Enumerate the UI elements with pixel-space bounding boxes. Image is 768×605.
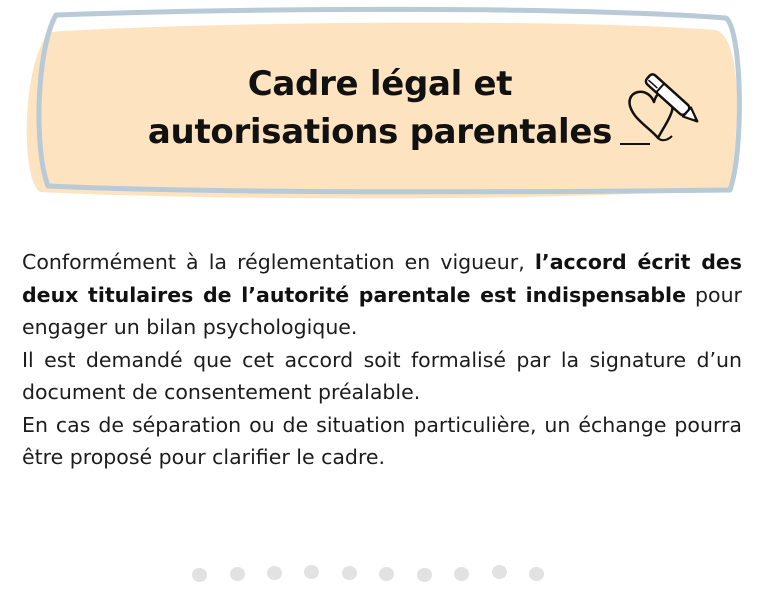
dot [192,568,207,582]
dot [342,566,357,580]
dot [379,567,394,581]
decorative-dots [190,562,560,586]
page-title [120,60,640,156]
body-text [22,246,742,474]
header-banner [0,0,768,215]
paragraph-3: En cas de séparation ou de situation particulière, un échange pourra être proposé pour clarifier le cadre. [22,412,742,469]
dot [492,565,507,579]
paragraph-1-intro: Conformément à la réglementation en vigueur, [22,250,535,274]
dot [417,568,432,582]
paragraph-1-emphasis: l’accord écrit des deux titulaires de l’autorité parentale est indispensable [22,250,742,307]
title-line-2: autorisations parentales [147,112,613,152]
dot [230,567,245,581]
paragraph-1 [22,246,742,344]
paragraph-1-end: pour engager un bilan psychologique. [22,282,742,339]
title-line-1: Cadre légal et [247,64,513,104]
dot [304,565,319,579]
dot [454,567,469,581]
dot [267,566,282,580]
paragraph-2: Il est demandé que cet accord soit formalisé par la signature d’un document de consentement préalable. [22,347,742,404]
dot [529,567,544,581]
pen-heart-icon [616,58,716,150]
